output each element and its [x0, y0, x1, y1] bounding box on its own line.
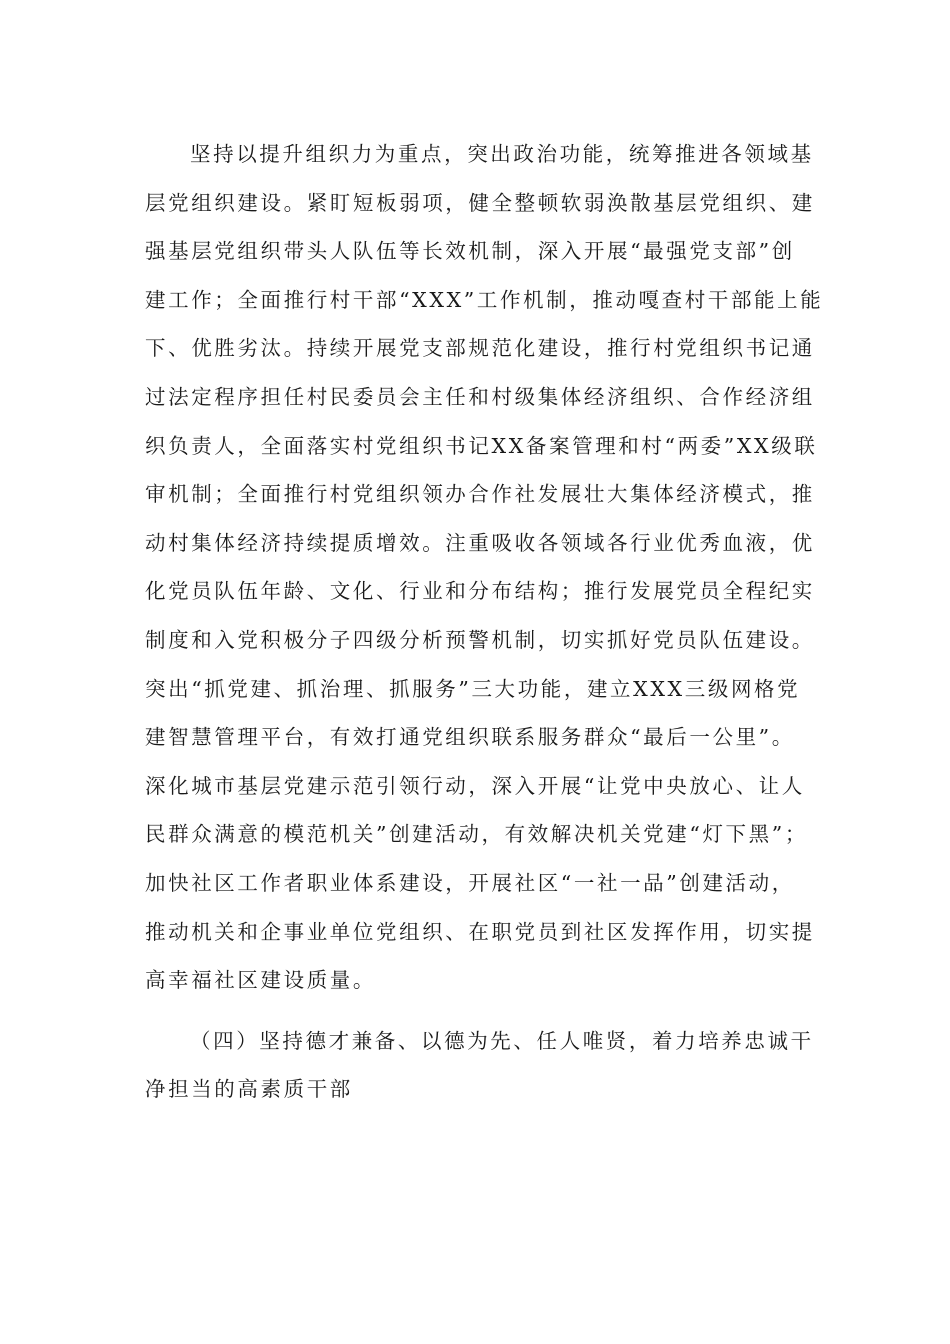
paragraph-line: 建智慧管理平台，有效打通党组织联系服务群众“最后一公里”。 [145, 725, 795, 750]
paragraph-line: 下、优胜劣汰。持续开展党支部规范化建设，推行村党组织书记通 [145, 336, 815, 361]
paragraph-line: 化党员队伍年龄、文化、行业和分布结构；推行发展党员全程纪实 [145, 579, 815, 604]
heading-line: （四）坚持德才兼备、以德为先、任人唯贤，着力培养忠诚干 [190, 1028, 814, 1053]
paragraph-line: 审机制；全面推行村党组织领办合作社发展壮大集体经济模式，推 [145, 482, 815, 507]
paragraph-line: 突出“抓党建、抓治理、抓服务”三大功能，建立XXX三级网格党 [145, 676, 801, 701]
paragraph-line: 织负责人，全面落实村党组织书记XX备案管理和村“两委”XX级联 [145, 433, 818, 458]
paragraph-line: 建工作；全面推行村干部“XXX”工作机制，推动嘎查村干部能上能 [145, 287, 824, 312]
paragraph-line: 深化城市基层党建示范引领行动，深入开展“让党中央放心、让人 [145, 773, 805, 798]
paragraph-line: 民群众满意的模范机关”创建活动，有效解决机关党建“灯下黑”； [145, 822, 808, 847]
section-heading-four [145, 1017, 825, 1114]
paragraph-line: 加快社区工作者职业体系建设，开展社区“一社一品”创建活动， [145, 870, 795, 895]
paragraph-line: 制度和入党积极分子四级分析预警机制，切实抓好党员队伍建设。 [145, 627, 815, 652]
paragraph-line: 高幸福社区建设质量。 [145, 968, 376, 993]
heading-line: 净担当的高素质干部 [145, 1077, 353, 1102]
paragraph-line: 层党组织建设。紧盯短板弱项，健全整顿软弱涣散基层党组织、建 [145, 190, 815, 215]
paragraph-line: 过法定程序担任村民委员会主任和村级集体经济组织、合作经济组 [145, 384, 815, 409]
paragraph-spacer [145, 1005, 825, 1017]
paragraph-line: 强基层党组织带头人队伍等长效机制，深入开展“最强党支部”创 [145, 239, 795, 264]
paragraph-party-organization [145, 130, 825, 1005]
paragraph-line: 动村集体经济持续提质增效。注重吸收各领域各行业优秀血液，优 [145, 530, 815, 555]
paragraph-line: 坚持以提升组织力为重点，突出政治功能，统筹推进各领域基 [190, 142, 814, 166]
document-body [145, 130, 825, 1114]
paragraph-line: 推动机关和企事业单位党组织、在职党员到社区发挥作用，切实提 [145, 919, 815, 944]
